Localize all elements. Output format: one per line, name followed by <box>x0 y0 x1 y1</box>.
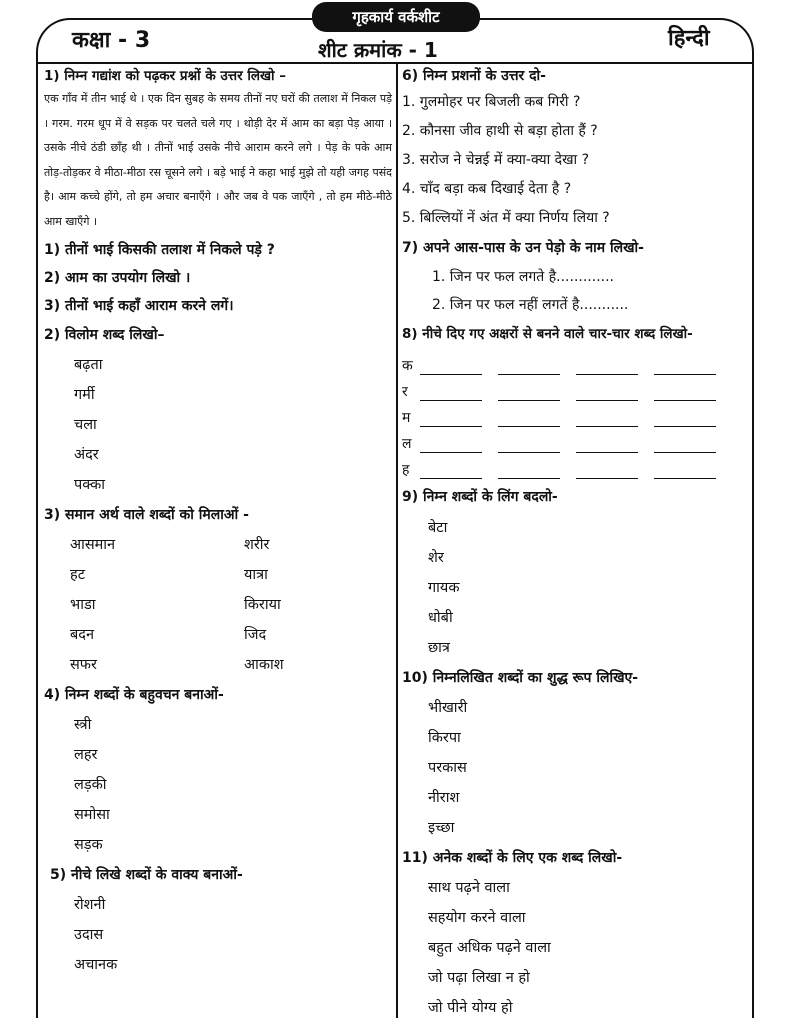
question-6-item: 5. बिल्लियों नें अंत में क्या निर्णय लिया ? <box>402 210 610 226</box>
question-10-title: 10) निम्नलिखित शब्दों का शुद्ध रूप लिखिए- <box>402 670 639 686</box>
question-6-item: 4. चाँद बड़ा कब दिखाई देता है ? <box>402 181 572 197</box>
question-6-item: 2. कौनसा जीव हाथी से बड़ा होता हैं ? <box>402 123 598 139</box>
question-11-title: 11) अनेक शब्दों के लिए एक शब्द लिखो- <box>402 850 623 866</box>
match-right: किराया <box>244 597 281 613</box>
match-left: भाडा <box>70 597 96 613</box>
class-label: कक्षा - 3 <box>72 28 151 53</box>
blank-line <box>576 465 638 479</box>
match-right: यात्रा <box>244 567 268 583</box>
one-word-item: बहुत अधिक पढ़ने वाला <box>428 940 551 956</box>
match-pair <box>44 560 392 590</box>
right-column <box>402 64 742 1023</box>
question-2-title: 2) विलोम शब्द लिखो– <box>44 327 165 343</box>
match-left: सफर <box>70 657 97 673</box>
antonym-word: पक्का <box>74 477 106 493</box>
question-7-item: 2. जिन पर फल नहीं लगतें है........... <box>432 297 629 313</box>
match-right: शरीर <box>244 537 270 553</box>
sentence-word: अचानक <box>74 957 118 973</box>
question-6-title: 6) निम्न प्रशनों के उत्तर दो- <box>402 68 546 84</box>
gender-word: छात्र <box>428 640 450 656</box>
question-1-title: 1) निम्न गद्यांश को पढ़कर प्रश्नों के उत्तर लिखो – <box>44 68 286 84</box>
question-7-title: 7) अपने आस-पास के उन पेड़ो के नाम लिखो- <box>402 240 644 256</box>
column-divider <box>396 62 398 1018</box>
gender-word: शेर <box>428 550 444 566</box>
antonym-word: बढ़ता <box>74 357 103 373</box>
letter-blank-row <box>402 349 742 375</box>
match-left: बदन <box>70 627 95 643</box>
blank-line <box>576 387 638 401</box>
blank-line <box>498 361 560 375</box>
question-1-sub: 1) तीनों भाई किसकी तलाश में निकले पड़े ? <box>44 242 275 258</box>
sentence-word: रोशनी <box>74 897 106 913</box>
question-7-item: 1. जिन पर फल लगते है............. <box>432 269 614 285</box>
question-1-sub: 3) तीनों भाई कहाँ आराम करने लगें। <box>44 298 234 314</box>
question-9-title: 9) निम्न शब्दों के लिंग बदलो- <box>402 489 558 505</box>
correction-word: नीराश <box>428 790 460 806</box>
left-column <box>44 64 392 980</box>
blank-line <box>654 413 716 427</box>
antonym-word: अंदर <box>74 447 99 463</box>
question-3-title: 3) समान अर्थ वाले शब्दों को मिलाओं - <box>44 507 249 523</box>
plural-word: स्त्री <box>74 717 92 733</box>
one-word-item: सहयोग करने वाला <box>428 910 526 926</box>
blank-line <box>576 439 638 453</box>
correction-word: किरपा <box>428 730 461 746</box>
blank-line <box>654 387 716 401</box>
match-pair <box>44 650 392 680</box>
blank-line <box>420 465 482 479</box>
one-word-item: जो पीने योग्य हो <box>428 1000 513 1016</box>
blank-line <box>420 413 482 427</box>
correction-word: इच्छा <box>428 820 455 836</box>
one-word-item: जो पढ़ा लिखा न हो <box>428 970 530 986</box>
letter: ह <box>402 462 410 478</box>
question-6-item: 3. सरोज ने चेन्नई में क्या-क्या देखा ? <box>402 152 590 168</box>
sentence-word: उदास <box>74 927 104 943</box>
subject-label: हिन्दी <box>668 26 710 51</box>
worksheet-tab-title: गृहकार्य वर्कशीट <box>312 2 480 32</box>
match-pair <box>44 590 392 620</box>
match-pair <box>44 530 392 560</box>
question-4-title: 4) निम्न शब्दों के बहुवचन बनाओं- <box>44 687 224 703</box>
blank-line <box>654 439 716 453</box>
plural-word: समोसा <box>74 807 110 823</box>
gender-word: बेटा <box>428 520 448 536</box>
letter: ल <box>402 436 412 452</box>
blank-line <box>420 361 482 375</box>
blank-line <box>654 361 716 375</box>
gender-word: धोबी <box>428 610 453 626</box>
gender-word: गायक <box>428 580 460 596</box>
question-6-item: 1. गुलमोहर पर बिजली कब गिरी ? <box>402 94 581 110</box>
question-1-sub: 2) आम का उपयोग लिखो । <box>44 270 191 286</box>
blank-line <box>498 413 560 427</box>
blank-line <box>498 387 560 401</box>
sheet-number: शीट क्रमांक - 1 <box>318 38 438 62</box>
question-5-title: 5) नीचे लिखे शब्दों के वाक्य बनाओं- <box>50 867 243 883</box>
plural-word: लहर <box>74 747 98 763</box>
blank-line <box>498 465 560 479</box>
question-8-title: 8) नीचे दिए गए अक्षरों से बनने वाले चार-चार शब्द लिखो- <box>402 326 693 342</box>
blank-line <box>420 439 482 453</box>
question-1-passage: एक गाँव में तीन भाई थे । एक दिन सुबह के समय तीनों नए घरों की तलाश में निकल पड़े । गरम. गरम धूप में वे सड़क पर चलते चले गए । थोड़ी देर में आम का बड़ा पेड़ आया । उसके नीचे ठंडी छाँह थी । तीनों भाई उसके नीचे आराम करने लगे । पेड़ के पके आम तोड़-तोड़कर वे मीठा-मीठा रस चूसने लगे । बड़े भाई ने कहा भाई मुझे तो यही जगह पसंद है। आम कच्चे होंगे, तो हम अचार बनाएँगे । और जब वे पक जाएँगे , तो हम मीठे-मीठे आम खाएँगे । <box>44 92 392 228</box>
letter-blank-row <box>402 375 742 401</box>
blank-line <box>654 465 716 479</box>
letter-blank-row <box>402 427 742 453</box>
plural-word: सड़क <box>74 837 103 853</box>
plural-word: लड़की <box>74 777 107 793</box>
blank-line <box>420 387 482 401</box>
letter: क <box>402 358 413 374</box>
blank-line <box>576 413 638 427</box>
match-left: हट <box>70 567 86 583</box>
one-word-item: साथ पढ़ने वाला <box>428 880 510 896</box>
correction-word: भीखारी <box>428 700 468 716</box>
match-pair <box>44 620 392 650</box>
blank-line <box>498 439 560 453</box>
blank-line <box>576 361 638 375</box>
antonym-word: गर्मी <box>74 387 95 403</box>
antonym-word: चला <box>74 417 97 433</box>
letter-blank-row <box>402 401 742 427</box>
letter-blank-row <box>402 453 742 479</box>
correction-word: परकास <box>428 760 467 776</box>
match-right: जिद <box>244 627 267 643</box>
match-right: आकाश <box>244 657 284 673</box>
letter: र <box>402 384 408 400</box>
letter: म <box>402 410 411 426</box>
match-left: आसमान <box>70 537 116 553</box>
